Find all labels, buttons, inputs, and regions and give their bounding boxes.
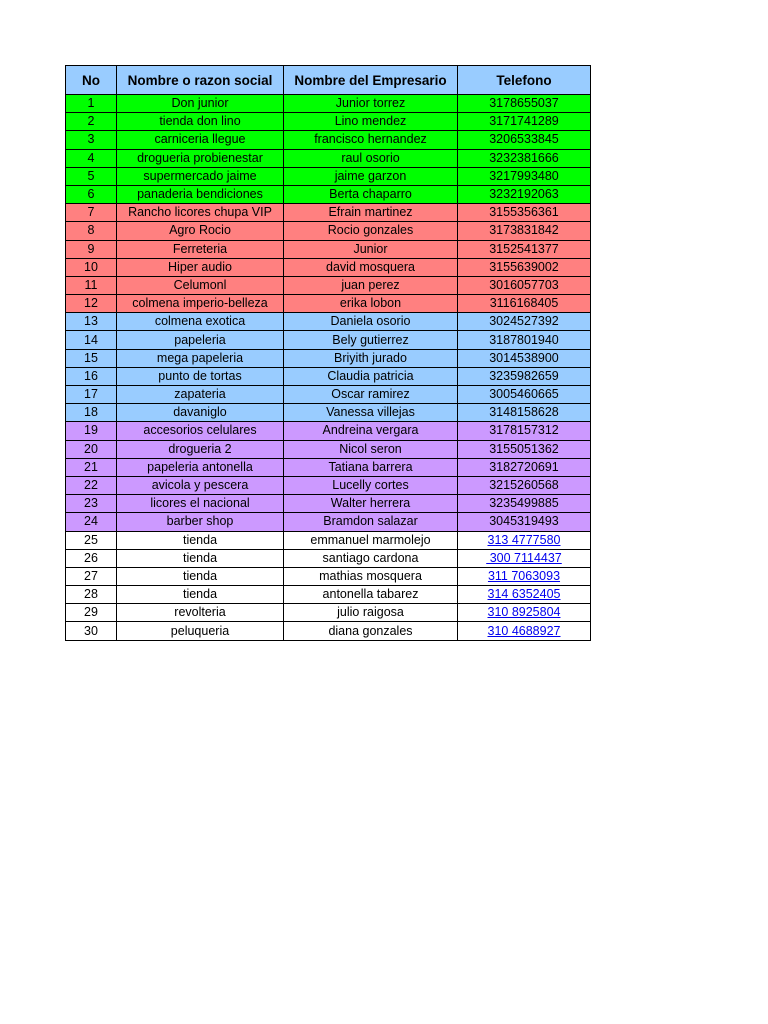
cell-empresario[interactable]: Bramdon salazar — [284, 513, 458, 531]
phone-link[interactable]: 314 6352405 — [487, 587, 561, 602]
table-row — [66, 367, 591, 385]
cell-empresario[interactable]: julio raigosa — [284, 604, 458, 622]
cell-no[interactable]: 26 — [66, 549, 117, 567]
table-row — [66, 349, 591, 367]
cell-razon-social[interactable]: zapateria — [117, 386, 284, 404]
cell-no[interactable]: 29 — [66, 604, 117, 622]
cell-empresario[interactable]: mathias mosquera — [284, 567, 458, 585]
cell-telefono[interactable]: 3215260568 — [458, 476, 591, 494]
cell-razon-social[interactable]: punto de tortas — [117, 367, 284, 385]
table-row — [66, 458, 591, 476]
table-row — [66, 404, 591, 422]
cell-razon-social[interactable]: avicola y pescera — [117, 476, 284, 494]
cell-razon-social[interactable]: mega papeleria — [117, 349, 284, 367]
cell-no[interactable]: 9 — [66, 240, 117, 258]
table-row — [66, 258, 591, 276]
cell-razon-social[interactable]: Ferreteria — [117, 240, 284, 258]
cell-no[interactable]: 16 — [66, 367, 117, 385]
cell-telefono[interactable]: 3155356361 — [458, 204, 591, 222]
cell-razon-social[interactable]: Agro Rocio — [117, 222, 284, 240]
cell-no[interactable]: 13 — [66, 313, 117, 331]
cell-no[interactable]: 8 — [66, 222, 117, 240]
cell-telefono[interactable]: 3016057703 — [458, 276, 591, 294]
cell-no[interactable]: 6 — [66, 185, 117, 203]
cell-empresario[interactable]: Andreina vergara — [284, 422, 458, 440]
cell-no[interactable]: 17 — [66, 386, 117, 404]
phone-link[interactable]: 313 4777580 — [487, 532, 561, 547]
phone-link[interactable]: 300 7114437 — [486, 550, 562, 565]
table-row — [66, 204, 591, 222]
table-row — [66, 167, 591, 185]
cell-empresario[interactable]: Lino mendez — [284, 113, 458, 131]
cell-razon-social[interactable]: papeleria — [117, 331, 284, 349]
header-row — [66, 66, 591, 95]
cell-telefono[interactable] — [458, 586, 591, 604]
cell-empresario[interactable]: Junior — [284, 240, 458, 258]
cell-telefono[interactable]: 3005460665 — [458, 386, 591, 404]
cell-razon-social[interactable]: tienda don lino — [117, 113, 284, 131]
cell-telefono[interactable] — [458, 604, 591, 622]
header-razon-social[interactable]: Nombre o razon social — [117, 66, 284, 95]
header-telefono[interactable]: Telefono — [458, 66, 591, 95]
cell-razon-social[interactable]: Don junior — [117, 95, 284, 113]
cell-empresario[interactable]: santiago cardona — [284, 549, 458, 567]
table-row — [66, 331, 591, 349]
cell-telefono[interactable]: 3116168405 — [458, 295, 591, 313]
table-body — [66, 95, 591, 641]
cell-empresario[interactable]: Claudia patricia — [284, 367, 458, 385]
cell-razon-social[interactable]: carniceria llegue — [117, 131, 284, 149]
phone-link[interactable]: 310 8925804 — [487, 605, 561, 620]
phone-link[interactable]: 311 7063093 — [487, 568, 561, 583]
table-row — [66, 422, 591, 440]
cell-no[interactable]: 4 — [66, 149, 117, 167]
cell-no[interactable]: 27 — [66, 567, 117, 585]
cell-no[interactable]: 22 — [66, 476, 117, 494]
table-row — [66, 95, 591, 113]
cell-empresario[interactable]: Rocio gonzales — [284, 222, 458, 240]
cell-no[interactable]: 15 — [66, 349, 117, 367]
cell-razon-social[interactable]: accesorios celulares — [117, 422, 284, 440]
cell-telefono[interactable]: 3217993480 — [458, 167, 591, 185]
cell-razon-social[interactable]: peluqueria — [117, 622, 284, 640]
cell-telefono[interactable]: 3178655037 — [458, 95, 591, 113]
cell-telefono[interactable]: 3232381666 — [458, 149, 591, 167]
cell-empresario[interactable]: Bely gutierrez — [284, 331, 458, 349]
cell-no[interactable]: 14 — [66, 331, 117, 349]
table-row — [66, 586, 591, 604]
cell-empresario[interactable]: Efrain martinez — [284, 204, 458, 222]
cell-razon-social[interactable]: barber shop — [117, 513, 284, 531]
cell-no[interactable]: 30 — [66, 622, 117, 640]
cell-telefono[interactable]: 3024527392 — [458, 313, 591, 331]
cell-telefono[interactable]: 3171741289 — [458, 113, 591, 131]
cell-empresario[interactable]: david mosquera — [284, 258, 458, 276]
cell-no[interactable]: 11 — [66, 276, 117, 294]
cell-razon-social[interactable]: tienda — [117, 586, 284, 604]
cell-no[interactable]: 24 — [66, 513, 117, 531]
cell-razon-social[interactable]: tienda — [117, 567, 284, 585]
cell-telefono[interactable]: 3148158628 — [458, 404, 591, 422]
cell-telefono[interactable]: 3155051362 — [458, 440, 591, 458]
header-no[interactable]: No — [66, 66, 117, 95]
table-row — [66, 276, 591, 294]
cell-empresario[interactable]: raul osorio — [284, 149, 458, 167]
cell-razon-social[interactable]: papeleria antonella — [117, 458, 284, 476]
header-empresario[interactable]: Nombre del Empresario — [284, 66, 458, 95]
cell-empresario[interactable]: juan perez — [284, 276, 458, 294]
cell-no[interactable]: 2 — [66, 113, 117, 131]
cell-empresario[interactable]: Nicol seron — [284, 440, 458, 458]
cell-telefono[interactable] — [458, 549, 591, 567]
table-row — [66, 513, 591, 531]
cell-telefono[interactable]: 3178157312 — [458, 422, 591, 440]
cell-empresario[interactable]: Walter herrera — [284, 495, 458, 513]
cell-empresario[interactable]: Lucelly cortes — [284, 476, 458, 494]
table-row — [66, 222, 591, 240]
cell-empresario[interactable]: diana gonzales — [284, 622, 458, 640]
contacts-table — [65, 65, 591, 641]
cell-no[interactable]: 12 — [66, 295, 117, 313]
cell-empresario[interactable]: francisco hernandez — [284, 131, 458, 149]
cell-no[interactable]: 5 — [66, 167, 117, 185]
cell-telefono[interactable]: 3045319493 — [458, 513, 591, 531]
table-row — [66, 531, 591, 549]
cell-telefono[interactable]: 3235499885 — [458, 495, 591, 513]
cell-razon-social[interactable]: Rancho licores chupa VIP — [117, 204, 284, 222]
cell-razon-social[interactable]: licores el nacional — [117, 495, 284, 513]
table-row — [66, 295, 591, 313]
table-row — [66, 495, 591, 513]
cell-no[interactable]: 20 — [66, 440, 117, 458]
cell-razon-social[interactable]: Hiper audio — [117, 258, 284, 276]
cell-telefono[interactable]: 3014538900 — [458, 349, 591, 367]
cell-razon-social[interactable]: supermercado jaime — [117, 167, 284, 185]
cell-telefono[interactable]: 3206533845 — [458, 131, 591, 149]
cell-telefono[interactable]: 3182720691 — [458, 458, 591, 476]
cell-razon-social[interactable]: colmena exotica — [117, 313, 284, 331]
table-row — [66, 604, 591, 622]
cell-no[interactable]: 23 — [66, 495, 117, 513]
phone-link[interactable]: 310 4688927 — [487, 623, 561, 638]
cell-no[interactable]: 1 — [66, 95, 117, 113]
cell-empresario[interactable]: Briyith jurado — [284, 349, 458, 367]
cell-telefono[interactable] — [458, 622, 591, 640]
cell-empresario[interactable]: Junior torrez — [284, 95, 458, 113]
cell-no[interactable]: 10 — [66, 258, 117, 276]
table-row — [66, 131, 591, 149]
cell-telefono[interactable]: 3235982659 — [458, 367, 591, 385]
cell-no[interactable]: 19 — [66, 422, 117, 440]
table-row — [66, 240, 591, 258]
cell-razon-social[interactable]: drogueria 2 — [117, 440, 284, 458]
table-row — [66, 549, 591, 567]
cell-telefono[interactable] — [458, 567, 591, 585]
cell-empresario[interactable]: Berta chaparro — [284, 185, 458, 203]
cell-telefono[interactable] — [458, 531, 591, 549]
table-row — [66, 185, 591, 203]
cell-no[interactable]: 18 — [66, 404, 117, 422]
table-row — [66, 313, 591, 331]
cell-empresario[interactable]: antonella tabarez — [284, 586, 458, 604]
cell-razon-social[interactable]: panaderia bendiciones — [117, 185, 284, 203]
cell-empresario[interactable]: Daniela osorio — [284, 313, 458, 331]
cell-empresario[interactable]: Tatiana barrera — [284, 458, 458, 476]
cell-empresario[interactable]: Vanessa villejas — [284, 404, 458, 422]
cell-telefono[interactable]: 3232192063 — [458, 185, 591, 203]
table-row — [66, 567, 591, 585]
cell-no[interactable]: 3 — [66, 131, 117, 149]
cell-razon-social[interactable]: Celumonl — [117, 276, 284, 294]
cell-telefono[interactable]: 3155639002 — [458, 258, 591, 276]
cell-empresario[interactable]: jaime garzon — [284, 167, 458, 185]
cell-telefono[interactable]: 3187801940 — [458, 331, 591, 349]
cell-razon-social[interactable]: drogueria probienestar — [117, 149, 284, 167]
table-row — [66, 113, 591, 131]
cell-razon-social[interactable]: revolteria — [117, 604, 284, 622]
table-row — [66, 622, 591, 640]
cell-empresario[interactable]: emmanuel marmolejo — [284, 531, 458, 549]
cell-razon-social[interactable]: tienda — [117, 531, 284, 549]
cell-razon-social[interactable]: tienda — [117, 549, 284, 567]
cell-no[interactable]: 25 — [66, 531, 117, 549]
cell-razon-social[interactable]: colmena imperio-belleza — [117, 295, 284, 313]
cell-razon-social[interactable]: davaniglo — [117, 404, 284, 422]
cell-empresario[interactable]: Oscar ramirez — [284, 386, 458, 404]
cell-no[interactable]: 7 — [66, 204, 117, 222]
cell-no[interactable]: 28 — [66, 586, 117, 604]
cell-telefono[interactable]: 3152541377 — [458, 240, 591, 258]
table-row — [66, 476, 591, 494]
table-row — [66, 440, 591, 458]
cell-empresario[interactable]: erika lobon — [284, 295, 458, 313]
cell-no[interactable]: 21 — [66, 458, 117, 476]
table-row — [66, 149, 591, 167]
table-row — [66, 386, 591, 404]
cell-telefono[interactable]: 3173831842 — [458, 222, 591, 240]
